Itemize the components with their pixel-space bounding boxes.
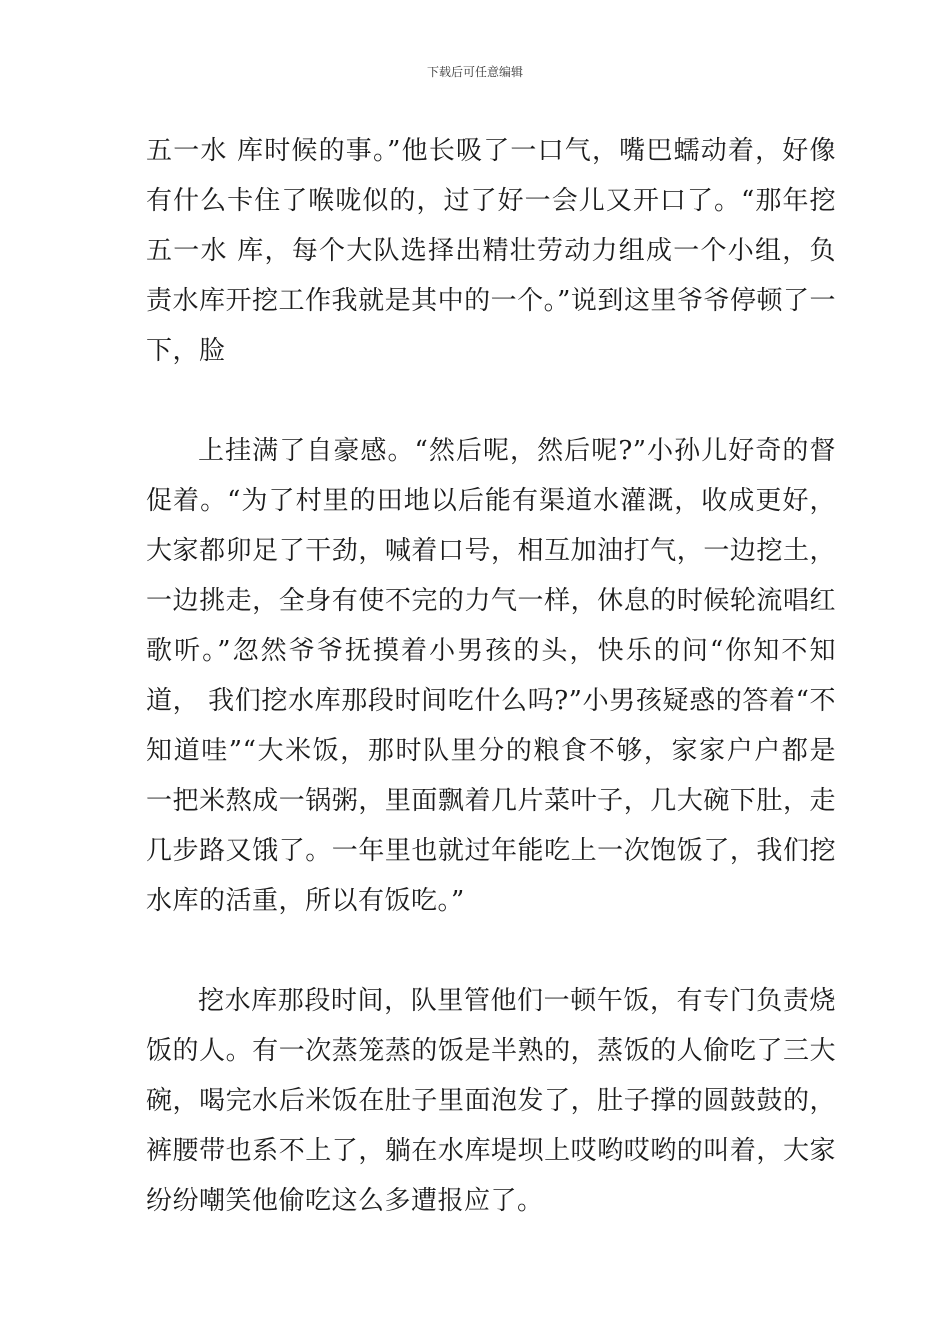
body-text xyxy=(146,126,836,1226)
page-header: 下载后可任意编辑 xyxy=(426,65,523,79)
paragraph-3: 挖水库那段时间，队里管他们一顿午饭，有专门负责烧饭的人。有一次蒸笼蒸的饭是半熟的，蒸饭的人偷吃了三大碗，喝完水后米饭在肚子里面泡发了，肚子撑的圆鼓鼓的，裤腰带也系不上了，躺在水库堤坝上哎哟哎哟的叫着，大家纷纷嘲笑他偷吃这么多遭报应了。 xyxy=(146,986,836,1216)
paragraph-gap xyxy=(146,926,836,976)
paragraph-gap xyxy=(146,376,836,426)
paragraph-2: 上挂满了自豪感。“然后呢，然后呢?”小孙儿好奇的督促着。“为了村里的田地以后能有渠道水灌溉，收成更好，大家都卯足了干劲，喊着口号，相互加油打气，一边挖土，一边挑走，全身有使不完的力气一样，休息的时候轮流唱红歌听。”忽然爷爷抚摸着小男孩的头，快乐的问“你知不知道， 我们挖水库那段时间吃什么吗?”小男孩疑惑的答着“不知道哇”“大米饭，那时队里分的粮食不够，家家户户都是一把米熬成一锅粥，里面飘着几片菜叶子，几大碗下肚，走几步路又饿了。一年里也就过年能吃上一次饱饭了，我们挖水库的活重，所以有饭吃。” xyxy=(146,436,836,916)
paragraph-1: 五一水 库时候的事。”他长吸了一口气，嘴巴蠕动着，好像有什么卡住了喉咙似的，过了好一会儿又开口了。“那年挖五一水 库，每个大队选择出精壮劳动力组成一个小组，负责水库开挖工作我就是其中的一个。”说到这里爷爷停顿了一下，脸 xyxy=(146,136,836,366)
